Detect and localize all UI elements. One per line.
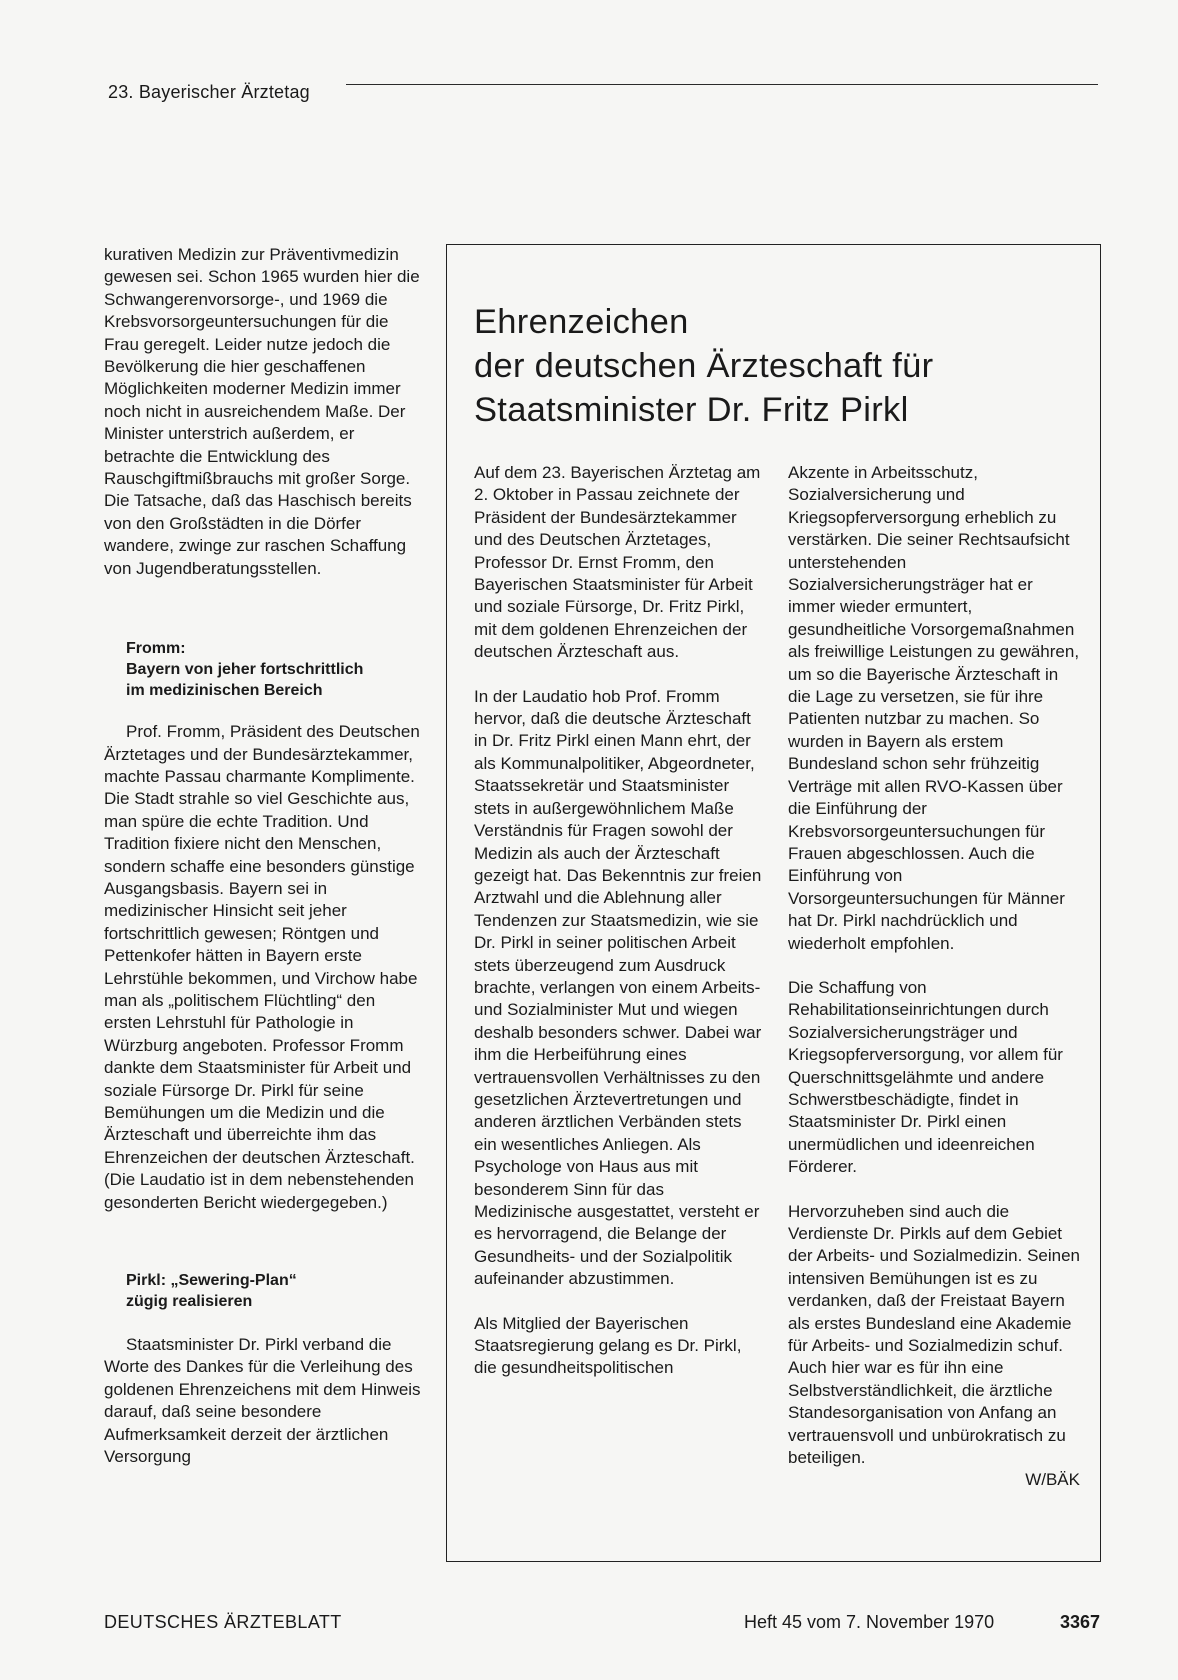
left-column — [104, 244, 422, 1468]
article-paragraph-1: Auf dem 23. Bayerischen Ärztetag am 2. Oktober in Passau zeichnete der Präsident der Bundesärztekammer und des Deutschen Ärztetages, Professor Dr. Ernst Fromm, den Bayerischen Staatsminister für Arbeit und soziale Fürsorge, Dr. Fritz Pirkl, mit dem goldenen Ehrenzeichen der deutschen Ärzteschaft aus. — [474, 463, 761, 662]
header-rule — [346, 84, 1098, 85]
article-paragraph-5: Die Schaffung von Rehabilitationseinrichtungen durch Sozialversicherungsträger und Kriegsopferversorgung, vor allem für Querschnittsgelähmte und andere Schwerstbeschädigte, findet in Staatsminister Dr. Pirkl einen unermüdlichen und ideenreichen Förderer. — [788, 977, 1063, 1177]
signature-line — [788, 1469, 1080, 1491]
article-paragraph-3: Als Mitglied der Bayerischen Staatsregierung gelang es Dr. Pirkl, die gesundheitspolitischen — [474, 1313, 742, 1378]
journal-name: DEUTSCHES ÄRZTEBLATT — [104, 1612, 342, 1632]
article-column-2 — [788, 462, 1080, 1492]
left-paragraph-2: Prof. Fromm, Präsident des Deutschen Ärztetages und der Bundesärztekammer, machte Passau charmante Komplimente. Die Stadt strahle so viel Geschichte aus, man spüre die echte Tradition. Und Tradition fixiere nicht den Menschen, sondern schaffe eine besonders günstige Ausgangsbasis. Bayern sei in medizinischer Hinsicht seit jeher fortschrittlich gewesen; Röntgen und Pettenkofer hätten in Bayern erste Lehrstühle bekommen, und Virchow habe man als „politischem Flüchtling“ den ersten Lehrstuhl für Pathologie in Würzburg angeboten. Professor Fromm dankte dem Staatsminister für Arbeit und soziale Fürsorge Dr. Pirkl für seine Bemühungen um die Medizin und die Ärzteschaft und überreichte ihm das Ehrenzeichen der deutschen Ärzteschaft. (Die Laudatio ist in dem nebenstehenden gesonderten Bericht wiedergegeben.) — [104, 722, 420, 1212]
page-number: 3367 — [1060, 1612, 1101, 1632]
subheading-pirkl: Pirkl: „Sewering-Plan“ zügig realisieren — [126, 1272, 297, 1311]
issue-info: Heft 45 vom 7. November 1970 — [744, 1612, 995, 1632]
subheading-fromm: Fromm: Bayern von jeher fortschrittlich im medizinischen Bereich — [126, 640, 364, 700]
article-column-1 — [474, 462, 766, 1380]
article-headline: Ehrenzeichen der deutschen Ärzteschaft für Staatsminister Dr. Fritz Pirkl — [474, 303, 934, 429]
article-paragraph-4: Akzente in Arbeitsschutz, Sozialversicherung und Kriegsopferversorgung erheblich zu verstärken. Die seiner Rechtsaufsicht unterstehenden Sozialversicherungsträger hat er immer wieder ermuntert, gesundheitliche Vorsorgemaßnahmen als freiwillige Leistungen zu gewähren, um so die Bayerische Ärzteschaft in die Lage zu versetzen, sie für ihre Patienten nutzbar zu machen. So wurden in Bayern als erstem Bundesland schon sehr frühzeitig Verträge mit allen RVO-Kassen über die Einführung der Krebsvorsorgeuntersuchungen für Frauen abgeschlossen. Auch die Einführung von Vorsorgeuntersuchungen für Männer hat Dr. Pirkl nachdrücklich und wiederholt empfohlen. — [788, 463, 1080, 953]
author-signature: W/BÄK — [1025, 1470, 1080, 1490]
article-paragraph-6: Hervorzuheben sind auch die Verdienste Dr. Pirkls auf dem Gebiet der Arbeits- und Sozialmedizin. Seinen intensiven Bemühungen ist es zu verdanken, daß der Freistaat Bayern als erstes Bundesland eine Akademie für Arbeits- und Sozialmedizin schuf. Auch hier war es für ihn eine Selbstverständlichkeit, die ärztliche Standesorganisation von Anfang an vertrauensvoll und unbürokratisch zu beteiligen. — [788, 1201, 1080, 1468]
left-paragraph-3: Staatsminister Dr. Pirkl verband die Worte des Dankes für die Verleihung des goldenen Ehrenzeichens mit dem Hinweis darauf, daß seine besondere Aufmerksamkeit derzeit der ärztlichen Versorgung — [104, 1335, 421, 1467]
running-title: 23. Bayerischer Ärztetag — [108, 82, 310, 102]
article-paragraph-2: In der Laudatio hob Prof. Fromm hervor, daß die deutsche Ärzteschaft in Dr. Fritz Pirkl einen Mann ehrt, der als Kommunalpolitiker, Abgeordneter, Staatssekretär und Staatsminister stets in außergewöhnlichem Maße Verständnis für Fragen sowohl der Medizin als auch der Ärzteschaft gezeigt hat. Das Bekenntnis zur freien Arztwahl und die Ablehnung aller Tendenzen zur Staatsmedizin, wie sie Dr. Pirkl in seiner politischen Arbeit stets überzeugend zum Ausdruck brachte, verlangen von einem Arbeits- und Sozialminister Mut und wiegen deshalb besonders schwer. Dabei war ihm die Herbeiführung eines vertrauensvollen Verhältnisses zu den gesetzlichen Ärztevertretungen und anderen ärztlichen Verbänden stets ein wesentliches Anliegen. Als Psychologe von Haus aus mit besonderem Sinn für das Medizinische ausgestattet, versteht er es hervorragend, die Belange der Gesundheits- und der Sozialpolitik aufeinander abzustimmen. — [474, 686, 762, 1289]
left-paragraph-1: kurativen Medizin zur Präventivmedizin gewesen sei. Schon 1965 wurden hier die Schwangerenvorsorge-, und 1969 die Krebsvorsorgeuntersuchungen für die Frau geregelt. Leider nutze jedoch die Bevölkerung die hier geschaffenen Möglichkeiten moderner Medizin immer noch nicht in ausreichendem Maße. Der Minister unterstrich außerdem, er betrachte die Entwicklung des Rauschgiftmißbrauchs mit großer Sorge. Die Tatsache, daß das Haschisch bereits von den Großstädten in die Dörfer wandere, zwinge zur raschen Schaffung von Jugendberatungsstellen. — [104, 245, 420, 578]
